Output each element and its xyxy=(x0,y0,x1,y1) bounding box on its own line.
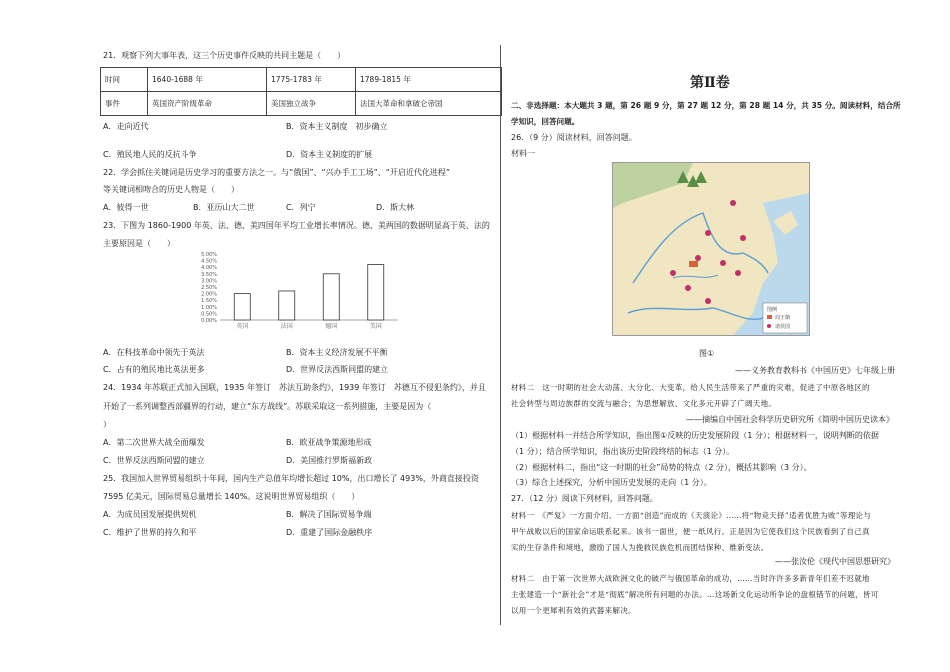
q24-option-b: B．欧亚战争策源地形成 xyxy=(286,438,372,447)
q26-material2-line1: 材料二 这一时期的社会大动荡、大分化、大变革，给人民生活带来了严重的灾难，促进了中原各地区的 xyxy=(511,383,870,392)
q27-material2-line3: 以用一个更犀利有效的武器来解决。 xyxy=(511,606,636,615)
x-tick-label: 法国 xyxy=(280,323,293,330)
q21-stem: 21．观察下列大事年表，这三个历史事件反映的共同主题是（ ） xyxy=(103,51,346,60)
q22-option-c: C．列宁 xyxy=(286,203,316,212)
q21-option-b: B．资本主义制度 初步确立 xyxy=(286,122,388,131)
bar xyxy=(368,265,384,320)
x-tick-label: 英国 xyxy=(236,323,249,330)
q26-material1-label: 材料一 xyxy=(511,149,535,158)
map-drawing xyxy=(613,163,809,335)
q23-option-a: A．在科技革命中领先于英法 xyxy=(103,348,205,357)
y-tick-label: 5.00% xyxy=(201,252,217,258)
y-tick-label: 1.00% xyxy=(201,304,217,311)
q27-material1-line1: 材料一 《严复》一方面介绍、一方面“创造”而成的《天演论》……将“物竞天择”适者优胜为败”等理论与 xyxy=(511,511,872,520)
bar xyxy=(323,274,339,320)
q23-stem-line2: 主要原因是（ ） xyxy=(103,239,175,248)
q26-sub1-line2: （1 分）；结合所学知识，指出该历史阶段终结的标志（1 分）。 xyxy=(511,447,735,456)
q24-option-c: C．世界反法西斯同盟的建立 xyxy=(103,456,205,465)
q22-stem-line1: 22．学会抓住关键词是历史学习的重要方法之一。与“俄国”、“兴办手工工场”、“开启近代化进程” xyxy=(103,168,451,177)
state-marker xyxy=(695,255,701,261)
q21-option-a: A．走向近代 xyxy=(103,122,149,131)
q26-source1: ——义务教育教科书《中国历史》七年级上册 xyxy=(735,366,895,375)
q24-stem-line2: 开始了一系列调整西部疆界的行动，建立“东方战线”。苏联采取这一系列措施，主要是因为（ xyxy=(103,402,432,411)
q23-option-c: C．占有的殖民地比英法更多 xyxy=(103,365,205,374)
table-cell: 1775-1783 年 xyxy=(267,68,356,92)
table-cell: 事件 xyxy=(101,92,148,116)
y-tick-label: 4.00% xyxy=(201,265,217,272)
map-legend-title: 图例 xyxy=(767,307,778,313)
q22-option-d: D．斯大林 xyxy=(376,203,415,212)
table-cell: 1789-1815 年 xyxy=(356,68,502,92)
map-legend-swatch xyxy=(767,315,772,319)
q21-option-d: D．资本主义制度的扩展 xyxy=(286,150,373,159)
q27-material1-line2: 甲午战败以后的国家命运联系起来。该书一面世，便一纸风行。正是因为它使我们这个民族看到了自己真 xyxy=(511,527,870,536)
q25-stem-line2: 7595 亿美元，国际贸易总量增长 140%。这说明世界贸易组织（ ） xyxy=(103,492,360,501)
state-marker xyxy=(685,285,691,291)
q27-material2-line1: 材料二 由于第一次世界大战欧洲文化的破产与俄国革命的成功，……当时许许多多新青年们差不迟就地 xyxy=(511,574,870,583)
y-tick-label: 0.50% xyxy=(201,311,217,318)
column-divider xyxy=(500,45,501,625)
q22-option-b: B．亚历山大二世 xyxy=(193,203,255,212)
y-tick-label: 0.00% xyxy=(201,318,217,324)
x-tick-label: 美国 xyxy=(369,323,382,330)
q26-sub1-line1: （1）根据材料一并结合所学知识，指出图①反映的历史发展阶段（1 分）；根据材料一，说明判断的依据 xyxy=(511,431,879,440)
q23-stem-line1: 23．下图为 1860-1900 年英、法、德、美四国年平均工业增长率情况。德、美两国的数据明显高于英、法的 xyxy=(103,221,490,230)
section-heading-line1: 二、非选择题：本大题共 3 题，第 26 题 9 分，第 27 题 12 分，第 28 题 14 分，共 35 分。阅读材料，结合所 xyxy=(511,101,901,110)
q23-option-d: D．世界反法西斯同盟的建立 xyxy=(286,365,389,374)
q25-option-d: D．重建了国际金融秩序 xyxy=(286,528,373,537)
capital-marker xyxy=(689,261,698,267)
q26-source2: ——摘编自中国社会科学历史研究所《简明中国历史读本》 xyxy=(686,415,894,424)
y-tick-label: 3.50% xyxy=(201,271,217,278)
table-cell: 美国独立战争 xyxy=(267,92,356,116)
growth-rate-bar-chart xyxy=(192,250,402,332)
q26-material2-line2: 社会转型与周边族群的交流与融合；为思想解放、文化多元开辟了广阔天地。 xyxy=(511,399,777,408)
historical-map xyxy=(612,162,810,336)
state-marker xyxy=(735,270,741,276)
events-table xyxy=(100,67,502,116)
y-tick-label: 2.00% xyxy=(201,291,217,298)
table-row xyxy=(101,68,502,92)
y-tick-label: 4.50% xyxy=(201,258,217,265)
table-row xyxy=(101,92,502,116)
part-title: 第Ⅱ卷 xyxy=(690,75,730,91)
q24-option-a: A．第二次世界大战全面爆发 xyxy=(103,438,205,447)
map-legend-swatch xyxy=(767,324,771,328)
q25-option-c: C．维护了世界的持久和平 xyxy=(103,528,197,537)
y-tick-label: 1.50% xyxy=(201,298,217,305)
q27-material1-line3: 实的生存条件和境地，激励了国人为挽救民族危机而团结保种、维新变法。 xyxy=(511,543,769,552)
table-cell: 1640-1688 年 xyxy=(148,68,267,92)
table-cell: 英国资产阶级革命 xyxy=(148,92,267,116)
state-marker xyxy=(740,235,746,241)
y-tick-label: 3.00% xyxy=(201,278,217,285)
table-cell: 时间 xyxy=(101,68,148,92)
q25-option-a: A．为成员国发展提供契机 xyxy=(103,510,197,519)
map-caption: 图① xyxy=(699,349,715,358)
section-heading-line2: 学知识，回答问题。 xyxy=(511,117,580,126)
q24-stem-line1: 24．1934 年苏联正式加入国联，1935 年签订 苏法互助条约》，1939 年签订 苏德互不侵犯条约》，并且 xyxy=(103,383,486,392)
q24-stem-line3: ） xyxy=(103,420,111,429)
state-marker xyxy=(730,200,736,206)
q22-stem-line2: 等关键词相吻合的历史人物是（ ） xyxy=(103,185,239,194)
table-cell: 法国大革命和拿破仑帝国 xyxy=(356,92,502,116)
x-tick-label: 德国 xyxy=(325,323,338,330)
state-marker xyxy=(705,298,711,304)
q27-stem: 27．（12 分）阅读下列材料，回答问题。 xyxy=(511,494,658,503)
q25-option-b: B．解决了国际贸易争端 xyxy=(286,510,372,519)
bar xyxy=(234,294,250,320)
q27-material2-line2: 主张建造一个“新社会”才是“彻底”解决所有问题的办法。…这场新文化运动所争论的盘根错节的问题，皆可 xyxy=(511,590,879,599)
q26-stem: 26．（9 分）阅读材料，回答问题。 xyxy=(511,133,637,142)
q22-option-a: A．彼得一世 xyxy=(103,203,149,212)
q24-option-d: D．美国推行罗斯福新政 xyxy=(286,456,373,465)
q23-option-b: B．资本主义经济发展不平衡 xyxy=(286,348,388,357)
map-legend-item: 诸侯国 xyxy=(775,324,791,330)
q25-stem-line1: 25．我国加入世界贸易组织十年间，国内生产总值年均增长超过 10%，出口增长了 493%，外商直接投资 xyxy=(103,474,479,483)
q26-sub2: （2）根据材料二，指出“这一时期的社会”局势的特点（2 分），概括其影响（3 分）。 xyxy=(511,463,812,472)
y-tick-label: 2.50% xyxy=(201,285,217,291)
map-legend-item: 周王朝 xyxy=(775,315,791,321)
state-marker xyxy=(720,260,726,266)
q26-sub3: （3）综合上述探究，分析中国历史发展的走向（1 分）。 xyxy=(511,478,712,487)
state-marker xyxy=(670,270,676,276)
bar xyxy=(279,291,295,320)
state-marker xyxy=(705,230,711,236)
q21-option-c: C．殖民地人民的反抗斗争 xyxy=(103,150,197,159)
q27-source1: ——张汝伦《现代中国思想研究》 xyxy=(775,557,895,566)
